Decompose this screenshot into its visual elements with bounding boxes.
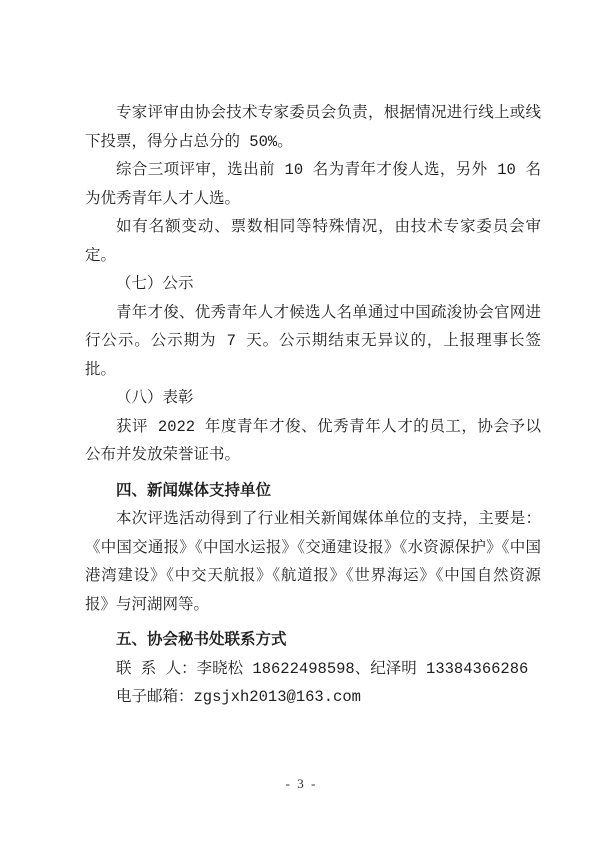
paragraph-media-list: 本次评选活动得到了行业相关新闻媒体单位的支持，主要是：《中国交通报》《中国水运报》《交通建设报》《水资源保护》《中国港湾建设》《中交天航报》《航道报》《世界海运》《中国自然资源报》与河湖网等。 (85, 510, 541, 614)
paragraph-contact-email: 电子邮箱：zgsjxh2013@163.com (116, 688, 361, 706)
paragraph-combined-review: 综合三项评审，选出前 10 名为青年才俊人选，另外 10 名为优秀青年人才人选。 (85, 161, 541, 208)
paragraph-contact-person: 联 系 人：李晓松 18622498598、纪泽明 13384366286 (116, 659, 529, 678)
page-number: - 3 - (285, 776, 318, 791)
section-heading-media-support: 四、新闻媒体支持单位 (116, 481, 272, 499)
section-heading-contact-info: 五、协会秘书处联系方式 (116, 631, 287, 648)
paragraph-expert-review: 专家评审由协会技术专家委员会负责，根据情况进行线上或线下投票，得分占总分的 50%。 (85, 104, 541, 151)
paragraph-commendation-details: 获评 2022 年度青年才俊、优秀青年人才的员工，协会予以公布并发放荣誉证书。 (85, 417, 541, 464)
paragraph-special-cases: 如有名额变动、票数相同等特殊情况，由技术专家委员会审定。 (85, 218, 541, 265)
subsection-heading-public-notice: （七）公示 (116, 275, 194, 293)
subsection-heading-commendation: （八）表彰 (116, 389, 194, 407)
paragraph-public-notice-details: 青年才俊、优秀青年人才候选人名单通过中国疏浚协会官网进行公示。公示期为 7 天。公示期结束无异议的，上报理事长签批。 (85, 303, 541, 379)
document-body (85, 99, 541, 712)
